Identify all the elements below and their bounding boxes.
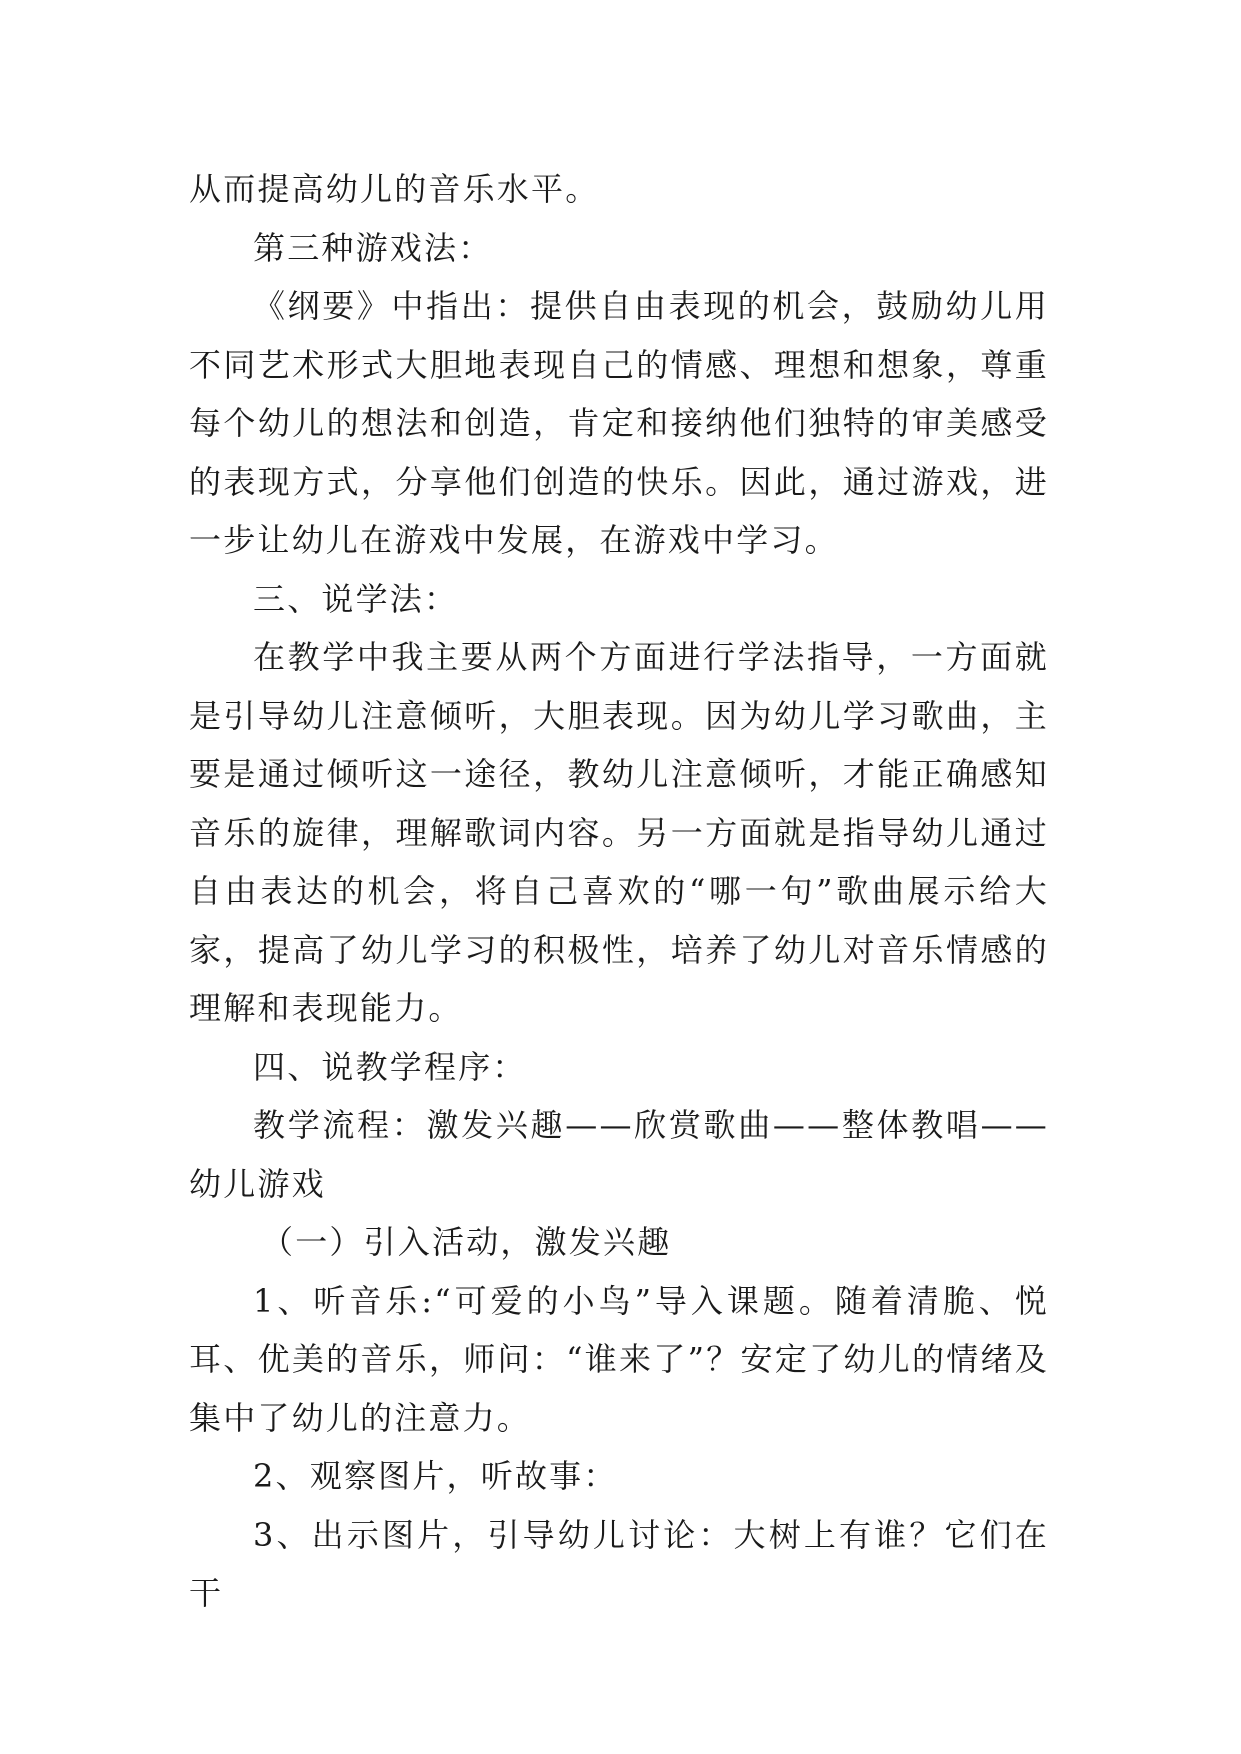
paragraph-continuation: 从而提高幼儿的音乐水平。	[189, 170, 600, 208]
paragraph-step-2: 2、观察图片，听故事：	[253, 1457, 618, 1495]
paragraph-heading-learning-method: 三、说学法：	[253, 579, 459, 618]
paragraph-subheading-intro-activity: （一）引入活动，激发兴趣	[261, 1223, 672, 1261]
document-body	[189, 160, 1049, 1623]
paragraph-step-3: 3、出示图片，引导幼儿讨论：大树上有谁？它们在干	[189, 1515, 1049, 1612]
paragraph-heading-teaching-procedure: 四、说教学程序：	[253, 1047, 527, 1086]
paragraph-teaching-flow: 教学流程：激发兴趣——欣赏歌曲——整体教唱——幼儿游戏	[189, 1106, 1049, 1203]
paragraph-step-1: 1、听音乐:“可爱的小鸟”导入课题。随着清脆、悦耳、优美的音乐，师问：“谁来了”？安定了幼儿的情绪及集中了幼儿的注意力。	[189, 1281, 1049, 1437]
paragraph-learning-method: 在教学中我主要从两个方面进行学法指导，一方面就是引导幼儿注意倾听，大胆表现。因为幼儿学习歌曲，主要是通过倾听这一途径，教幼儿注意倾听，才能正确感知音乐的旋律，理解歌词内容。另一方面就是指导幼儿通过自由表达的机会，将自己喜欢的“哪一句”歌曲展示给大家，提高了幼儿学习的积极性，培养了幼儿对音乐情感的理解和表现能力。	[189, 638, 1049, 1027]
paragraph-outline-quote: 《纲要》中指出：提供自由表现的机会，鼓励幼儿用不同艺术形式大胆地表现自己的情感、理想和想象，尊重每个幼儿的想法和创造，肯定和接纳他们独特的审美感受的表现方式，分享他们创造的快乐。因此，通过游戏，进一步让幼儿在游戏中发展，在游戏中学习。	[189, 287, 1049, 559]
paragraph-heading-third-method: 第三种游戏法：	[253, 228, 493, 267]
